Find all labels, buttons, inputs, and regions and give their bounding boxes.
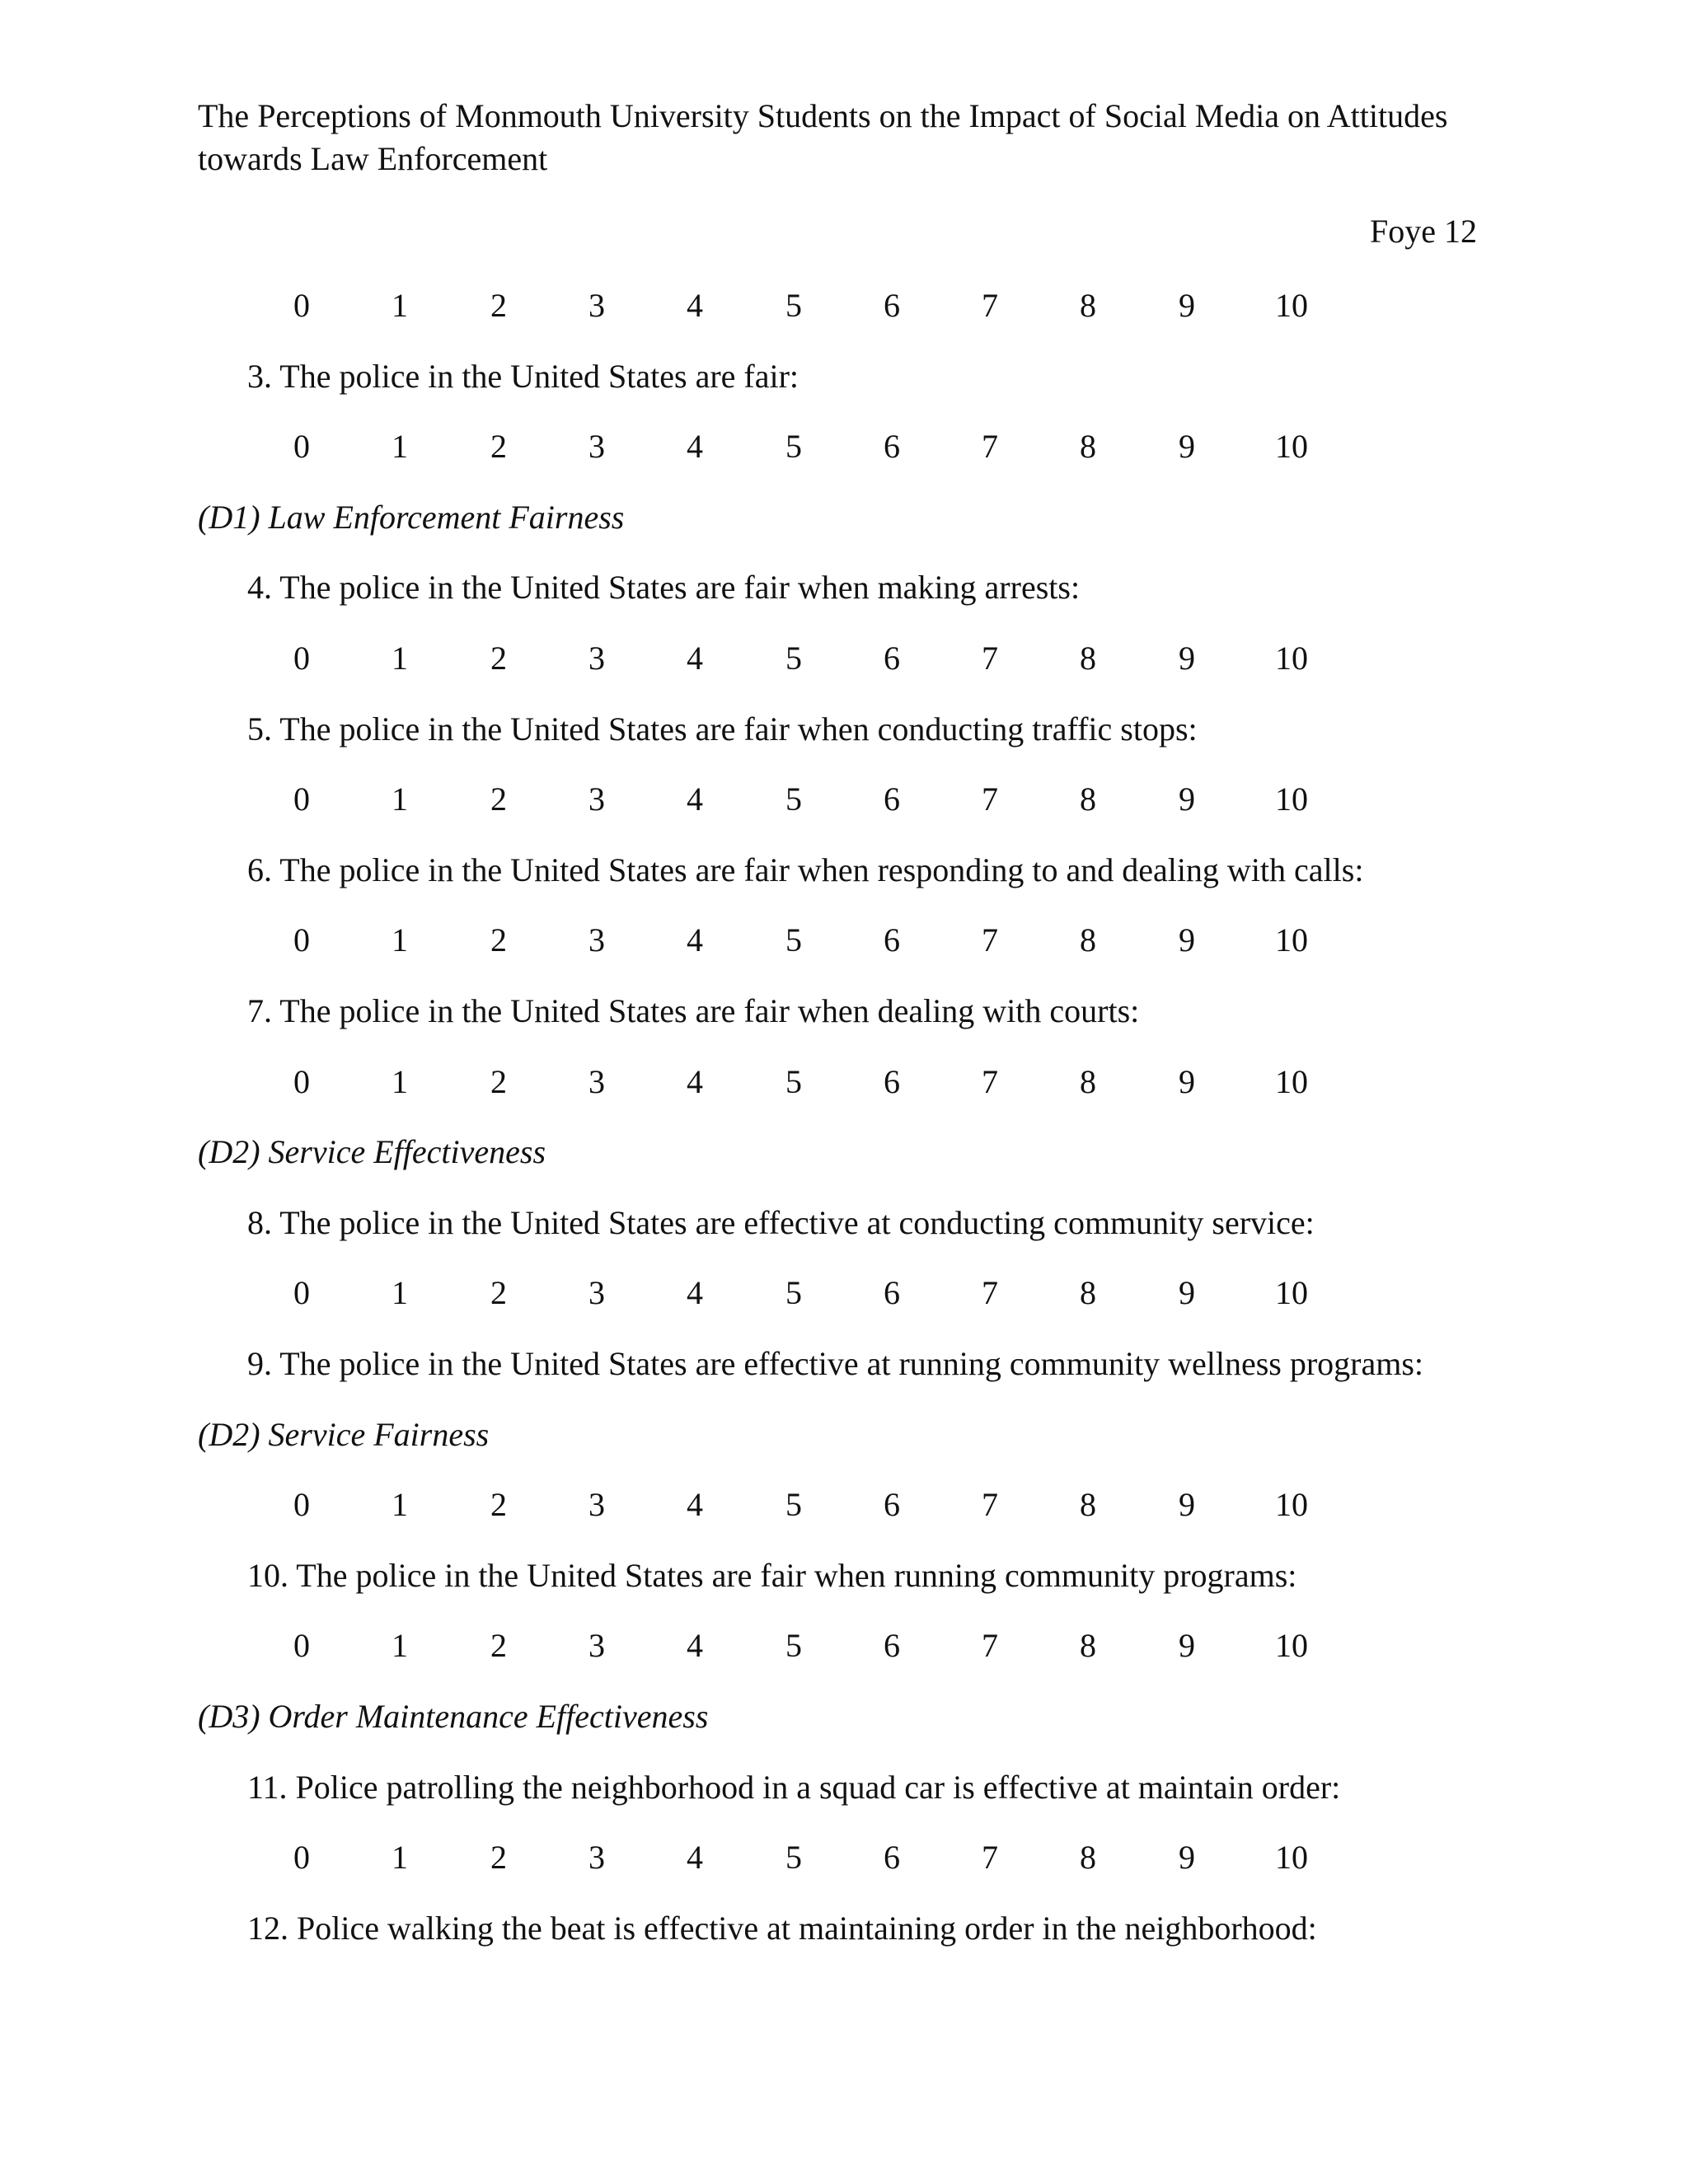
scale-value: 2	[490, 287, 507, 324]
section-heading: (D2) Service Fairness	[198, 1416, 490, 1453]
scale-value: 4	[687, 640, 703, 677]
scale-value: 5	[785, 287, 802, 324]
scale-value: 10	[1275, 1274, 1308, 1311]
scale-value: 10	[1275, 640, 1308, 677]
scale-value: 9	[1179, 640, 1195, 677]
scale-value: 0	[293, 428, 310, 465]
scale-value: 8	[1080, 640, 1096, 677]
scale-value: 5	[785, 1839, 802, 1876]
scale-value: 8	[1080, 287, 1096, 324]
scale-value: 2	[490, 780, 507, 818]
scale-value: 6	[884, 1063, 900, 1100]
scale-value: 7	[982, 921, 998, 958]
scale-value: 7	[982, 1627, 998, 1664]
scale-value: 5	[785, 1627, 802, 1664]
scale-value: 8	[1080, 921, 1096, 958]
scale-value: 4	[687, 1627, 703, 1664]
scale-value: 4	[687, 1839, 703, 1876]
scale-value: 3	[588, 780, 605, 818]
scale-value: 4	[687, 428, 703, 465]
scale-value: 7	[982, 1063, 998, 1100]
rating-scale	[0, 1624, 1688, 1667]
rating-scale	[0, 1061, 1688, 1104]
scale-value: 10	[1275, 428, 1308, 465]
scale-value: 1	[392, 1486, 408, 1523]
rating-scale	[0, 425, 1688, 468]
scale-value: 8	[1080, 428, 1096, 465]
scale-value: 7	[982, 1274, 998, 1311]
scale-value: 0	[293, 1063, 310, 1100]
scale-value: 6	[884, 780, 900, 818]
scale-value: 6	[884, 640, 900, 677]
rating-scale	[0, 919, 1688, 962]
scale-value: 9	[1179, 921, 1195, 958]
scale-value: 2	[490, 1839, 507, 1876]
scale-value: 2	[490, 1627, 507, 1664]
scale-value: 1	[392, 1274, 408, 1311]
rating-scale	[0, 1272, 1688, 1315]
scale-value: 7	[982, 287, 998, 324]
scale-value: 3	[588, 428, 605, 465]
scale-value: 6	[884, 287, 900, 324]
scale-value: 3	[588, 1063, 605, 1100]
question-text: 5. The police in the United States are fair when conducting traffic stops:	[247, 710, 1198, 748]
rating-scale	[0, 778, 1688, 821]
scale-value: 0	[293, 287, 310, 324]
scale-value: 6	[884, 1627, 900, 1664]
scale-value: 10	[1275, 287, 1308, 324]
question-text: 9. The police in the United States are effective at running community wellness programs:	[247, 1345, 1424, 1382]
scale-value: 9	[1179, 287, 1195, 324]
question-text: 10. The police in the United States are fair when running community programs:	[247, 1557, 1297, 1594]
scale-value: 3	[588, 1274, 605, 1311]
scale-value: 2	[490, 1486, 507, 1523]
scale-value: 3	[588, 1486, 605, 1523]
question-text: 8. The police in the United States are effective at conducting community service:	[247, 1204, 1315, 1241]
question-text: 6. The police in the United States are fair when responding to and dealing with calls:	[247, 851, 1364, 888]
rating-scale	[0, 284, 1688, 327]
scale-value: 4	[687, 921, 703, 958]
scale-value: 1	[392, 1063, 408, 1100]
scale-value: 6	[884, 1274, 900, 1311]
question-text: 3. The police in the United States are fair:	[247, 358, 799, 395]
scale-value: 3	[588, 1839, 605, 1876]
scale-value: 5	[785, 640, 802, 677]
scale-value: 9	[1179, 1627, 1195, 1664]
question-text: 7. The police in the United States are fair when dealing with courts:	[247, 992, 1140, 1029]
scale-value: 8	[1080, 1627, 1096, 1664]
scale-value: 7	[982, 640, 998, 677]
scale-value: 9	[1179, 1486, 1195, 1523]
section-heading: (D2) Service Effectiveness	[198, 1133, 546, 1170]
scale-value: 8	[1080, 1063, 1096, 1100]
scale-value: 5	[785, 921, 802, 958]
scale-value: 7	[982, 428, 998, 465]
scale-value: 0	[293, 921, 310, 958]
scale-value: 7	[982, 780, 998, 818]
scale-value: 10	[1275, 1063, 1308, 1100]
scale-value: 9	[1179, 1274, 1195, 1311]
scale-value: 10	[1275, 921, 1308, 958]
scale-value: 0	[293, 1274, 310, 1311]
page-number: Foye 12	[1370, 213, 1477, 250]
scale-value: 8	[1080, 1486, 1096, 1523]
scale-value: 8	[1080, 780, 1096, 818]
scale-value: 10	[1275, 780, 1308, 818]
scale-value: 5	[785, 1063, 802, 1100]
scale-value: 0	[293, 1839, 310, 1876]
scale-value: 5	[785, 1274, 802, 1311]
scale-value: 6	[884, 921, 900, 958]
scale-value: 5	[785, 1486, 802, 1523]
running-header-title: The Perceptions of Monmouth University Students on the Impact of Social Media on Attitudes towards Law Enforcement	[198, 97, 1448, 177]
scale-value: 10	[1275, 1627, 1308, 1664]
scale-value: 1	[392, 921, 408, 958]
scale-value: 0	[293, 1627, 310, 1664]
question-text: 12. Police walking the beat is effective at maintaining order in the neighborhood:	[247, 1910, 1317, 1947]
question-text: 4. The police in the United States are fair when making arrests:	[247, 569, 1081, 606]
section-heading: (D1) Law Enforcement Fairness	[198, 499, 625, 536]
rating-scale	[0, 1836, 1688, 1879]
scale-value: 4	[687, 780, 703, 818]
scale-value: 9	[1179, 428, 1195, 465]
scale-value: 4	[687, 1063, 703, 1100]
scale-value: 6	[884, 1486, 900, 1523]
rating-scale	[0, 637, 1688, 680]
scale-value: 10	[1275, 1839, 1308, 1876]
scale-value: 3	[588, 921, 605, 958]
scale-value: 1	[392, 640, 408, 677]
scale-value: 8	[1080, 1274, 1096, 1311]
scale-value: 0	[293, 780, 310, 818]
scale-value: 4	[687, 1486, 703, 1523]
scale-value: 4	[687, 1274, 703, 1311]
scale-value: 1	[392, 1839, 408, 1876]
scale-value: 9	[1179, 1839, 1195, 1876]
scale-value: 2	[490, 921, 507, 958]
scale-value: 9	[1179, 1063, 1195, 1100]
scale-value: 1	[392, 780, 408, 818]
scale-value: 9	[1179, 780, 1195, 818]
scale-value: 2	[490, 428, 507, 465]
scale-value: 1	[392, 428, 408, 465]
scale-value: 7	[982, 1839, 998, 1876]
scale-value: 6	[884, 1839, 900, 1876]
scale-value: 0	[293, 640, 310, 677]
scale-value: 2	[490, 640, 507, 677]
scale-value: 3	[588, 1627, 605, 1664]
scale-value: 2	[490, 1274, 507, 1311]
scale-value: 4	[687, 287, 703, 324]
scale-value: 10	[1275, 1486, 1308, 1523]
scale-value: 1	[392, 1627, 408, 1664]
scale-value: 2	[490, 1063, 507, 1100]
scale-value: 8	[1080, 1839, 1096, 1876]
scale-value: 3	[588, 287, 605, 324]
scale-value: 1	[392, 287, 408, 324]
scale-value: 0	[293, 1486, 310, 1523]
scale-value: 3	[588, 640, 605, 677]
scale-value: 7	[982, 1486, 998, 1523]
scale-value: 6	[884, 428, 900, 465]
question-text: 11. Police patrolling the neighborhood in a squad car is effective at maintain order:	[247, 1769, 1341, 1806]
section-heading: (D3) Order Maintenance Effectiveness	[198, 1698, 709, 1735]
rating-scale	[0, 1483, 1688, 1526]
scale-value: 5	[785, 428, 802, 465]
scale-value: 5	[785, 780, 802, 818]
